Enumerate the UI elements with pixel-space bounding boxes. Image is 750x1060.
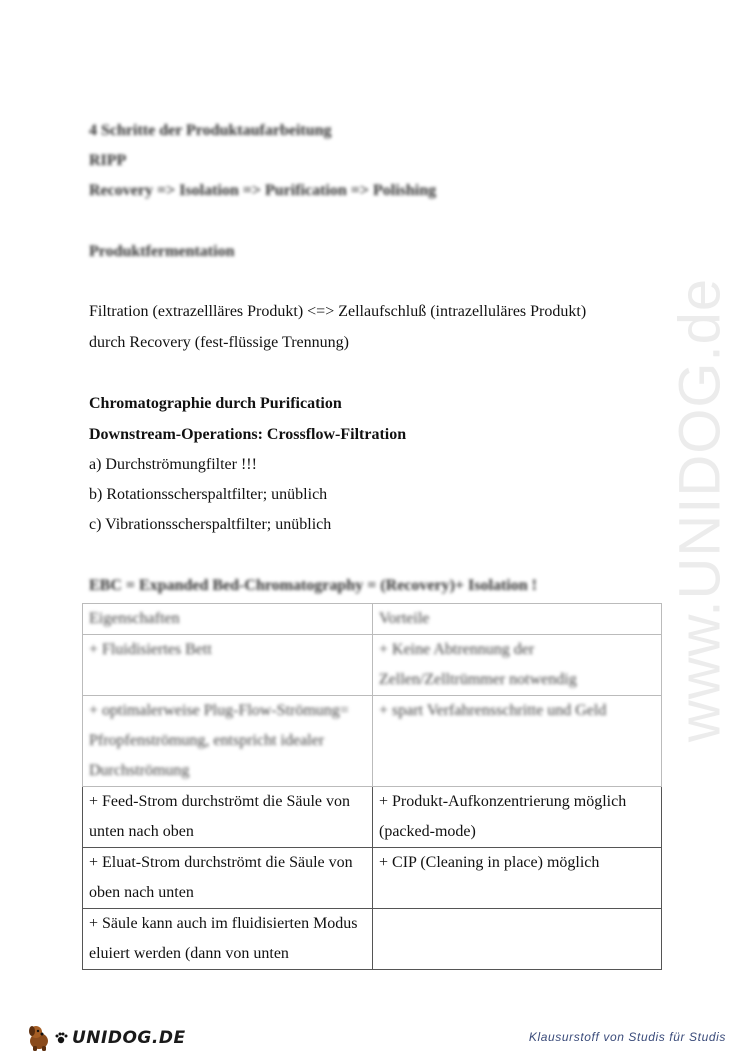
process-chain: Recovery => Isolation => Purification => Polishing xyxy=(89,182,437,199)
table-header-cell: Eigenschaften xyxy=(83,604,373,635)
list-item: b) Rotationsscherspaltfilter; unüblich xyxy=(89,486,328,503)
table-row xyxy=(83,635,662,696)
ripp-label: RIPP xyxy=(89,152,127,169)
footer-tagline: Klausurstoff von Studis für Studis xyxy=(528,1030,726,1044)
downstream-heading: Downstream-Operations: Crossflow-Filtration xyxy=(89,426,407,443)
table-cell: + Fluidisiertes Bett xyxy=(83,635,373,696)
table-cell: + Eluat-Strom durchströmt die Säule von oben nach unten xyxy=(83,848,373,909)
section-heading: Produktfermentation xyxy=(89,243,235,260)
table-cell: + Keine Abtrennung der Zellen/Zelltrümmer notwendig xyxy=(373,635,662,696)
chapter-heading: 4 Schritte der Produktaufarbeitung xyxy=(89,122,332,139)
table-cell: + optimalerweise Plug-Flow-Strömung= Pfropfenströmung, entspricht idealer Durchströmung xyxy=(83,696,373,787)
table-cell xyxy=(373,909,662,970)
dog-icon xyxy=(24,1023,54,1053)
body-line-2: durch Recovery (fest-flüssige Trennung) xyxy=(89,334,349,351)
table-cell: + CIP (Cleaning in place) möglich xyxy=(373,848,662,909)
body-line-1: Filtration (extrazellläres Produkt) <=> Zellaufschluß (intrazelluläres Produkt) xyxy=(89,303,587,320)
list-item: a) Durchströmungfilter !!! xyxy=(89,456,257,473)
table-row xyxy=(83,787,662,848)
table-row xyxy=(83,696,662,787)
logo-text: UNIDOG.DE xyxy=(72,1028,186,1048)
ebc-properties-table xyxy=(82,603,662,970)
unidog-logo[interactable] xyxy=(24,1022,186,1054)
watermark: www.UNIDOG.de xyxy=(667,277,733,743)
ebc-heading: EBC = Expanded Bed-Chromatography = (Recovery)+ Isolation ! xyxy=(89,577,537,594)
table-header-row xyxy=(83,604,662,635)
chromatography-heading: Chromatographie durch Purification xyxy=(89,395,342,412)
table-cell: + Produkt-Aufkonzentrierung möglich (packed-mode) xyxy=(373,787,662,848)
table-cell: + Feed-Strom durchströmt die Säule von unten nach oben xyxy=(83,787,373,848)
table-cell: + spart Verfahrensschritte und Geld xyxy=(373,696,662,787)
table-header-cell: Vorteile xyxy=(373,604,662,635)
list-item: c) Vibrationsscherspaltfilter; unüblich xyxy=(89,516,332,533)
paw-icon xyxy=(54,1031,68,1045)
table-cell: + Säule kann auch im fluidisierten Modus eluiert werden (dann von unten xyxy=(83,909,373,970)
table-row xyxy=(83,909,662,970)
table-row xyxy=(83,848,662,909)
